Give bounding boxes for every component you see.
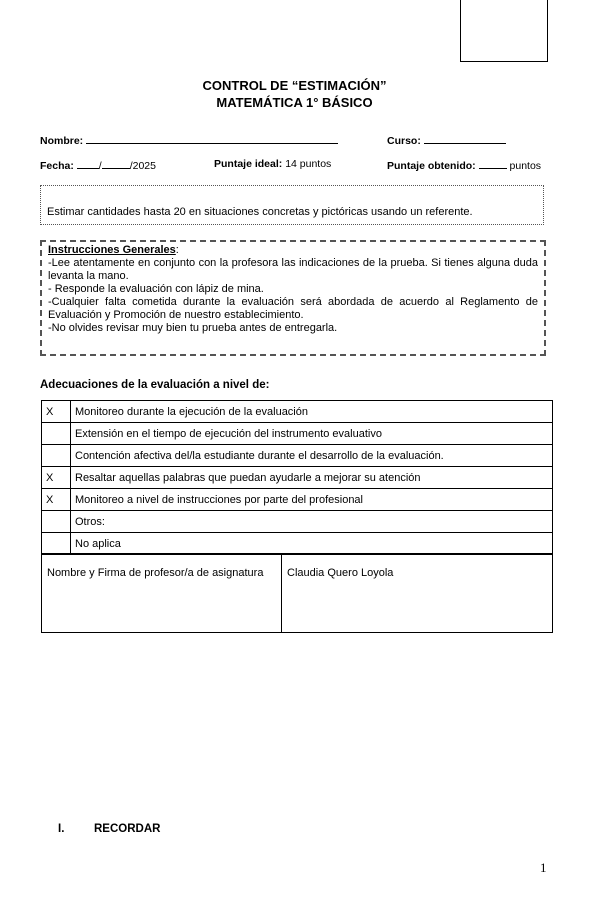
puntaje-obtenido-blank[interactable] xyxy=(479,158,507,169)
table-row xyxy=(42,401,553,423)
adecuacion-mark[interactable]: X xyxy=(42,489,71,511)
adecuacion-text: Resaltar aquellas palabras que puedan ayudarle a mejorar su atención xyxy=(71,467,553,489)
fecha-label: Fecha: xyxy=(40,160,74,172)
adecuacion-text: Monitoreo durante la ejecución de la evaluación xyxy=(71,401,553,423)
objective-text: Estimar cantidades hasta 20 en situaciones concretas y pictóricas usando un referente. xyxy=(47,206,473,218)
instructions-heading: Instrucciones Generales xyxy=(48,244,176,256)
puntaje-ideal-value: 14 puntos xyxy=(285,158,332,170)
fecha-month-blank[interactable] xyxy=(102,158,130,169)
section-number: I. xyxy=(58,823,65,835)
adecuacion-text: No aplica xyxy=(71,533,553,555)
teacher-name: Claudia Quero Loyola xyxy=(282,554,553,633)
table-row xyxy=(42,489,553,511)
table-row xyxy=(42,554,553,633)
puntaje-ideal-label: Puntaje ideal: xyxy=(214,158,283,170)
fecha-year: /2025 xyxy=(129,160,156,172)
logo-placeholder-box xyxy=(460,0,548,62)
puntaje-obtenido-row xyxy=(387,158,541,172)
fecha-day-blank[interactable] xyxy=(77,158,99,169)
nombre-label: Nombre: xyxy=(40,135,84,147)
title-line-1: CONTROL DE “ESTIMACIÓN” xyxy=(202,78,387,93)
adecuacion-text: Otros: xyxy=(71,511,553,533)
section-title: RECORDAR xyxy=(94,823,161,835)
adecuacion-mark[interactable] xyxy=(42,423,71,445)
puntaje-obtenido-label: Puntaje obtenido: xyxy=(387,160,476,172)
curso-label: Curso: xyxy=(387,135,421,147)
nombre-blank[interactable] xyxy=(86,133,338,144)
instructions-box: Instrucciones Generales: -Lee atentamente en conjunto con la profesora las indicaciones de la prueba. Si tienes alguna duda levanta la mano. - Responde la evaluación con lápiz de mina. -Cualquier falta cometida durante la evaluación será abordada de acuerdo al Reglamento de Evaluación y Promoción de nuestro establecimiento. -No olvides revisar muy bien tu prueba antes de entregarla. xyxy=(40,240,546,356)
table-row xyxy=(42,533,553,555)
table-row xyxy=(42,445,553,467)
table-row xyxy=(42,423,553,445)
adecuacion-text: Contención afectiva del/la estudiante durante el desarrollo de la evaluación. xyxy=(71,445,553,467)
adecuaciones-heading: Adecuaciones de la evaluación a nivel de: xyxy=(40,379,270,391)
adecuacion-mark[interactable] xyxy=(42,445,71,467)
instruction-line: -Cualquier falta cometida durante la evaluación será abordada de acuerdo al Reglamento de Evaluación y Promoción de nuestro establecimiento. xyxy=(48,296,538,321)
fecha-row: Fecha: / /2025 xyxy=(40,160,156,172)
adecuacion-mark[interactable] xyxy=(42,511,71,533)
signature-table xyxy=(41,553,553,633)
puntaje-ideal-row xyxy=(214,158,331,170)
adecuaciones-table xyxy=(41,400,553,555)
page-number: 1 xyxy=(540,860,547,875)
table-row xyxy=(42,511,553,533)
table-row xyxy=(42,467,553,489)
nombre-row xyxy=(40,133,338,147)
adecuacion-text: Monitoreo a nivel de instrucciones por parte del profesional xyxy=(71,489,553,511)
adecuacion-mark[interactable]: X xyxy=(42,401,71,423)
adecuacion-mark[interactable]: X xyxy=(42,467,71,489)
adecuacion-text: Extensión en el tiempo de ejecución del instrumento evaluativo xyxy=(71,423,553,445)
title-line-2: MATEMÁTICA 1° BÁSICO xyxy=(216,95,373,110)
puntaje-obtenido-unit: puntos xyxy=(509,160,542,172)
curso-blank[interactable] xyxy=(424,133,506,144)
instruction-line: -No olvides revisar muy bien tu prueba antes de entregarla. xyxy=(48,322,338,334)
signature-label: Nombre y Firma de profesor/a de asignatura xyxy=(42,554,282,633)
objective-box xyxy=(40,185,544,225)
instruction-line: -Lee atentamente en conjunto con la profesora las indicaciones de la prueba. Si tienes alguna duda levanta la mano. xyxy=(48,257,538,282)
instruction-line: - Responde la evaluación con lápiz de mina. xyxy=(48,283,264,295)
curso-row xyxy=(387,133,506,147)
adecuacion-mark[interactable] xyxy=(42,533,71,555)
